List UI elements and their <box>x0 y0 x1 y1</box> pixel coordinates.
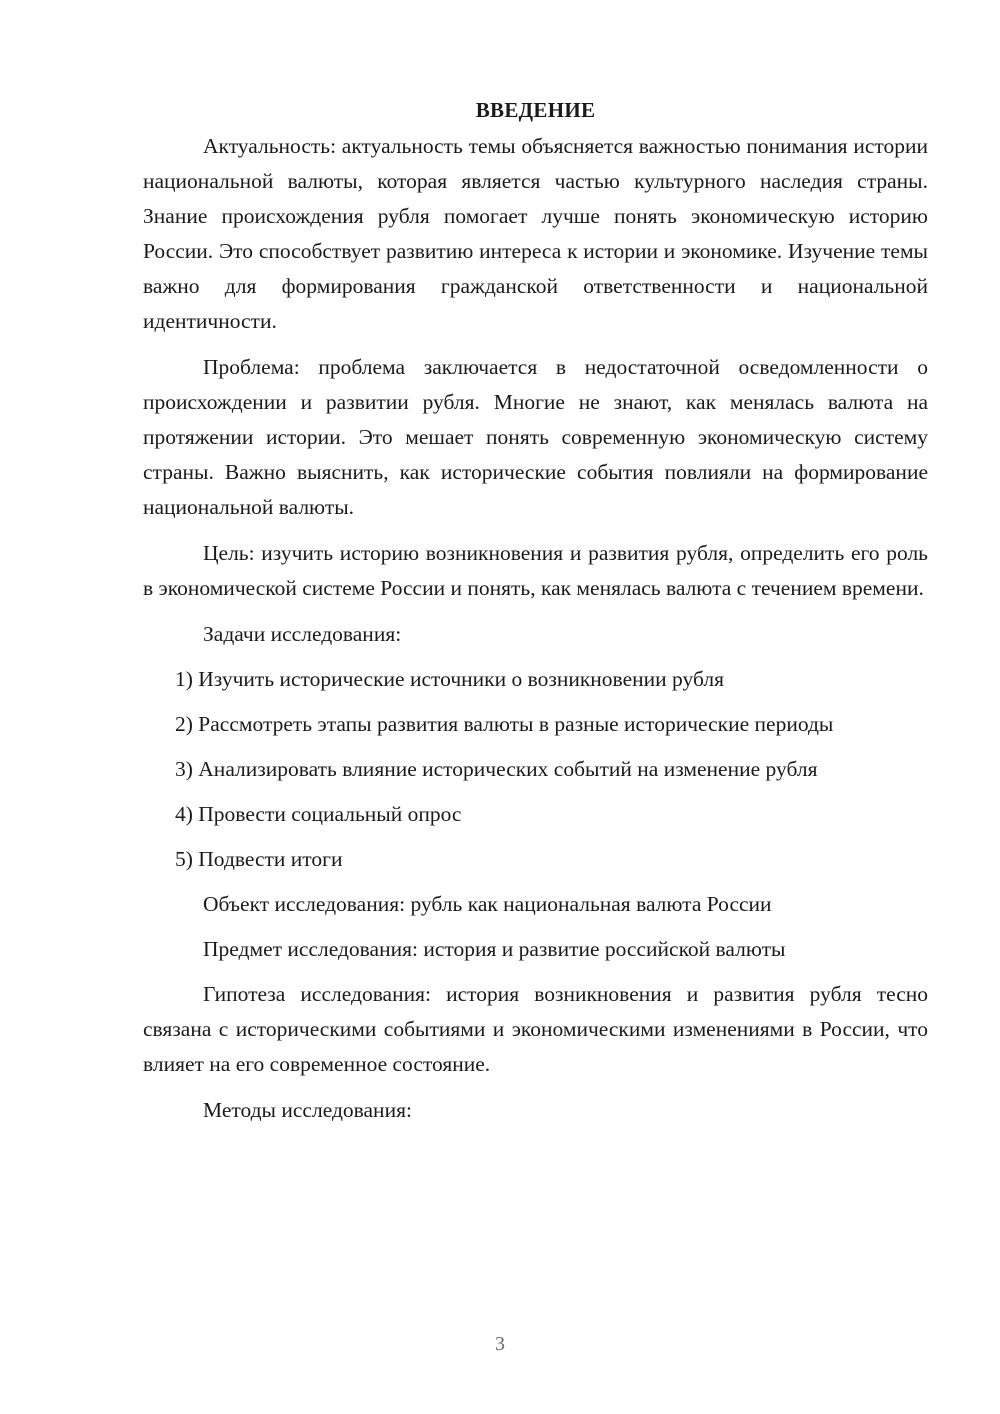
hypothesis-paragraph: Гипотеза исследования: история возникновения и развития рубля тесно связана с историческими событиями и экономическими изменениями в России, что влияет на его современное состояние. <box>143 982 928 1076</box>
task-item-1: 1) Изучить исторические источники о возникновении рубля <box>175 667 724 691</box>
object-paragraph: Объект исследования: рубль как национальная валюта России <box>203 892 772 916</box>
task-item-2: 2) Рассмотреть этапы развития валюты в разные исторические периоды <box>175 712 834 736</box>
task-item-5: 5) Подвести итоги <box>175 847 343 871</box>
task-item-4: 4) Провести социальный опрос <box>175 802 462 826</box>
tasks-heading: Задачи исследования: <box>203 622 402 646</box>
page-number: 3 <box>495 1333 505 1355</box>
document-page <box>143 93 928 1139</box>
subject-paragraph: Предмет исследования: история и развитие российской валюты <box>203 937 786 961</box>
page-title: ВВЕДЕНИЕ <box>475 98 596 122</box>
relevance-paragraph: Актуальность: актуальность темы объясняется важностью понимания истории национальной валюты, которая является частью культурного наследия страны. Знание происхождения рубля помогает лучше понять экономическую историю России. Это способствует развитию интереса к истории и экономике. Изучение темы важно для формирования гражданской ответственности и национальной идентичности. <box>143 134 928 333</box>
methods-heading: Методы исследования: <box>203 1098 412 1122</box>
goal-paragraph: Цель: изучить историю возникновения и развития рубля, определить его роль в экономической системе России и понять, как менялась валюта с течением времени. <box>143 541 928 600</box>
task-item-3: 3) Анализировать влияние исторических событий на изменение рубля <box>175 757 818 781</box>
problem-paragraph: Проблема: проблема заключается в недостаточной осведомленности о происхождении и развитии рубля. Многие не знают, как менялась валюта на протяжении истории. Это мешает понять современную экономическую систему страны. Важно выяснить, как исторические события повлияли на формирование национальной валюты. <box>143 355 928 519</box>
